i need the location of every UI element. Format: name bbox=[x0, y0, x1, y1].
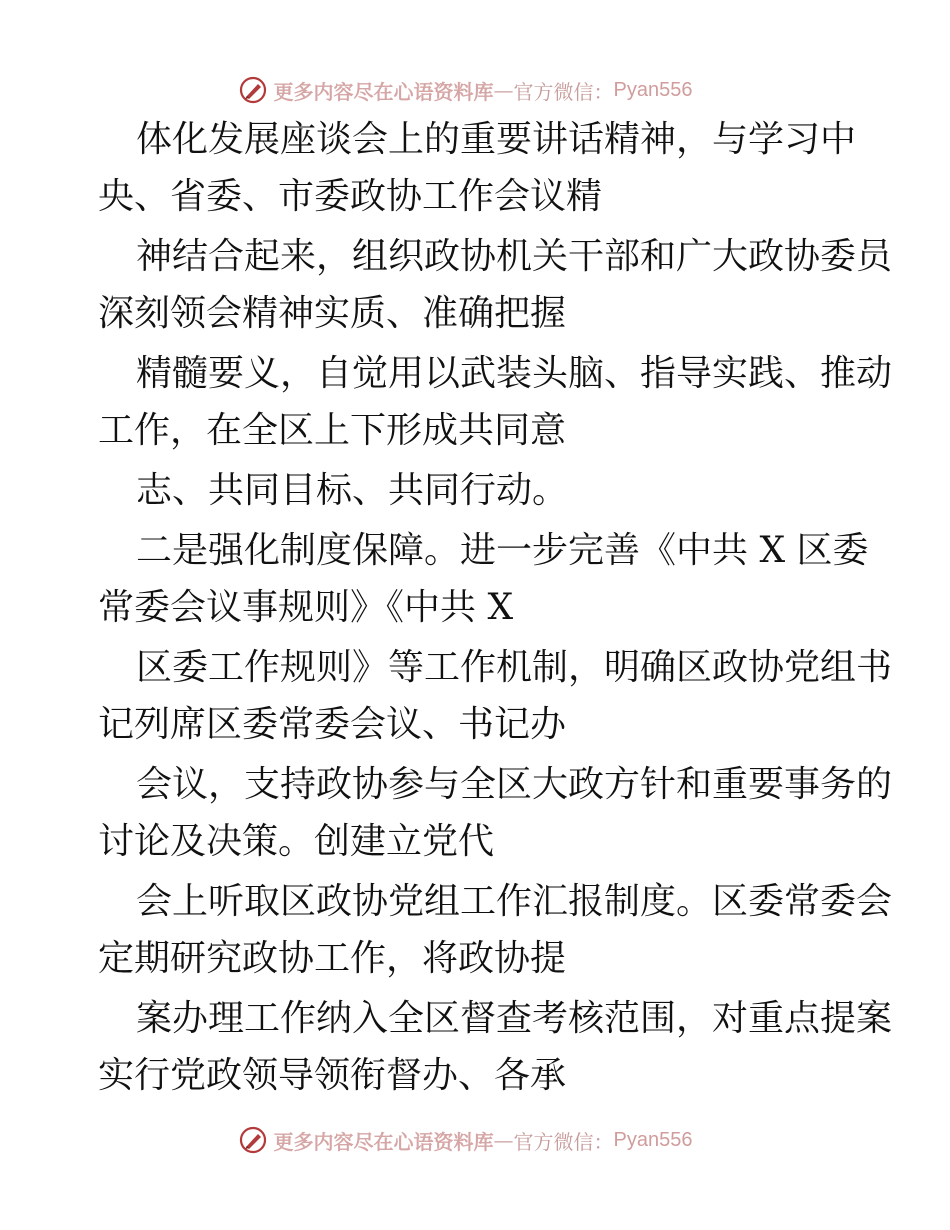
text-line: 实行党政领导领衔督办、各承 bbox=[98, 1055, 567, 1096]
watermark-wechat-id: Pyan556 bbox=[613, 1128, 693, 1151]
text-line: 记列席区委常委会议、书记办 bbox=[98, 704, 567, 745]
watermark-separator: — bbox=[493, 78, 514, 102]
text-line: 案办理工作纳入全区督查考核范围，对重点提案 bbox=[136, 998, 893, 1039]
text-line: 会上听取区政协党组工作汇报制度。区委常委会 bbox=[136, 881, 893, 922]
pen-logo-icon bbox=[238, 1125, 268, 1155]
text-line: 讨论及决策。创建立党代 bbox=[98, 821, 495, 862]
text-line: 工作，在全区上下形成共同意 bbox=[98, 410, 567, 451]
text-line: 二是强化制度保障。进一步完善《中共 X 区委 bbox=[136, 530, 869, 571]
text-line: 体化发展座谈会上的重要讲话精神，与学习中 bbox=[136, 119, 857, 160]
text-line: 区委工作规则》等工作机制，明确区政协党组书 bbox=[136, 647, 893, 688]
watermark-wechat-label: 官方微信： bbox=[513, 1129, 614, 1154]
text-line: 志、共同目标、共同行动。 bbox=[136, 470, 569, 511]
footer-watermark bbox=[0, 1120, 950, 1160]
text-line: 神结合起来，组织政协机关干部和广大政协委员 bbox=[136, 236, 893, 277]
text-line: 央、省委、市委政协工作会议精 bbox=[98, 176, 603, 217]
text-line: 深刻领会精神实质、准确把握 bbox=[98, 293, 567, 334]
text-line: 定期研究政协工作，将政协提 bbox=[98, 938, 567, 979]
text-line: 会议，支持政协参与全区大政方针和重要事务的 bbox=[136, 764, 893, 805]
watermark-wechat-id: Pyan556 bbox=[613, 78, 693, 101]
watermark-separator: — bbox=[493, 1128, 514, 1152]
text-line: 精髓要义，自觉用以武装头脑、指导实践、推动 bbox=[136, 353, 893, 394]
watermark-title: 更多内容尽在心语资料库 bbox=[273, 1129, 494, 1154]
text-line: 常委会议事规则》《中共 X bbox=[98, 587, 514, 628]
watermark-wechat-label: 官方微信： bbox=[513, 79, 614, 104]
watermark-title: 更多内容尽在心语资料库 bbox=[273, 79, 494, 104]
header-watermark bbox=[0, 70, 950, 110]
pen-logo-icon bbox=[238, 75, 268, 105]
